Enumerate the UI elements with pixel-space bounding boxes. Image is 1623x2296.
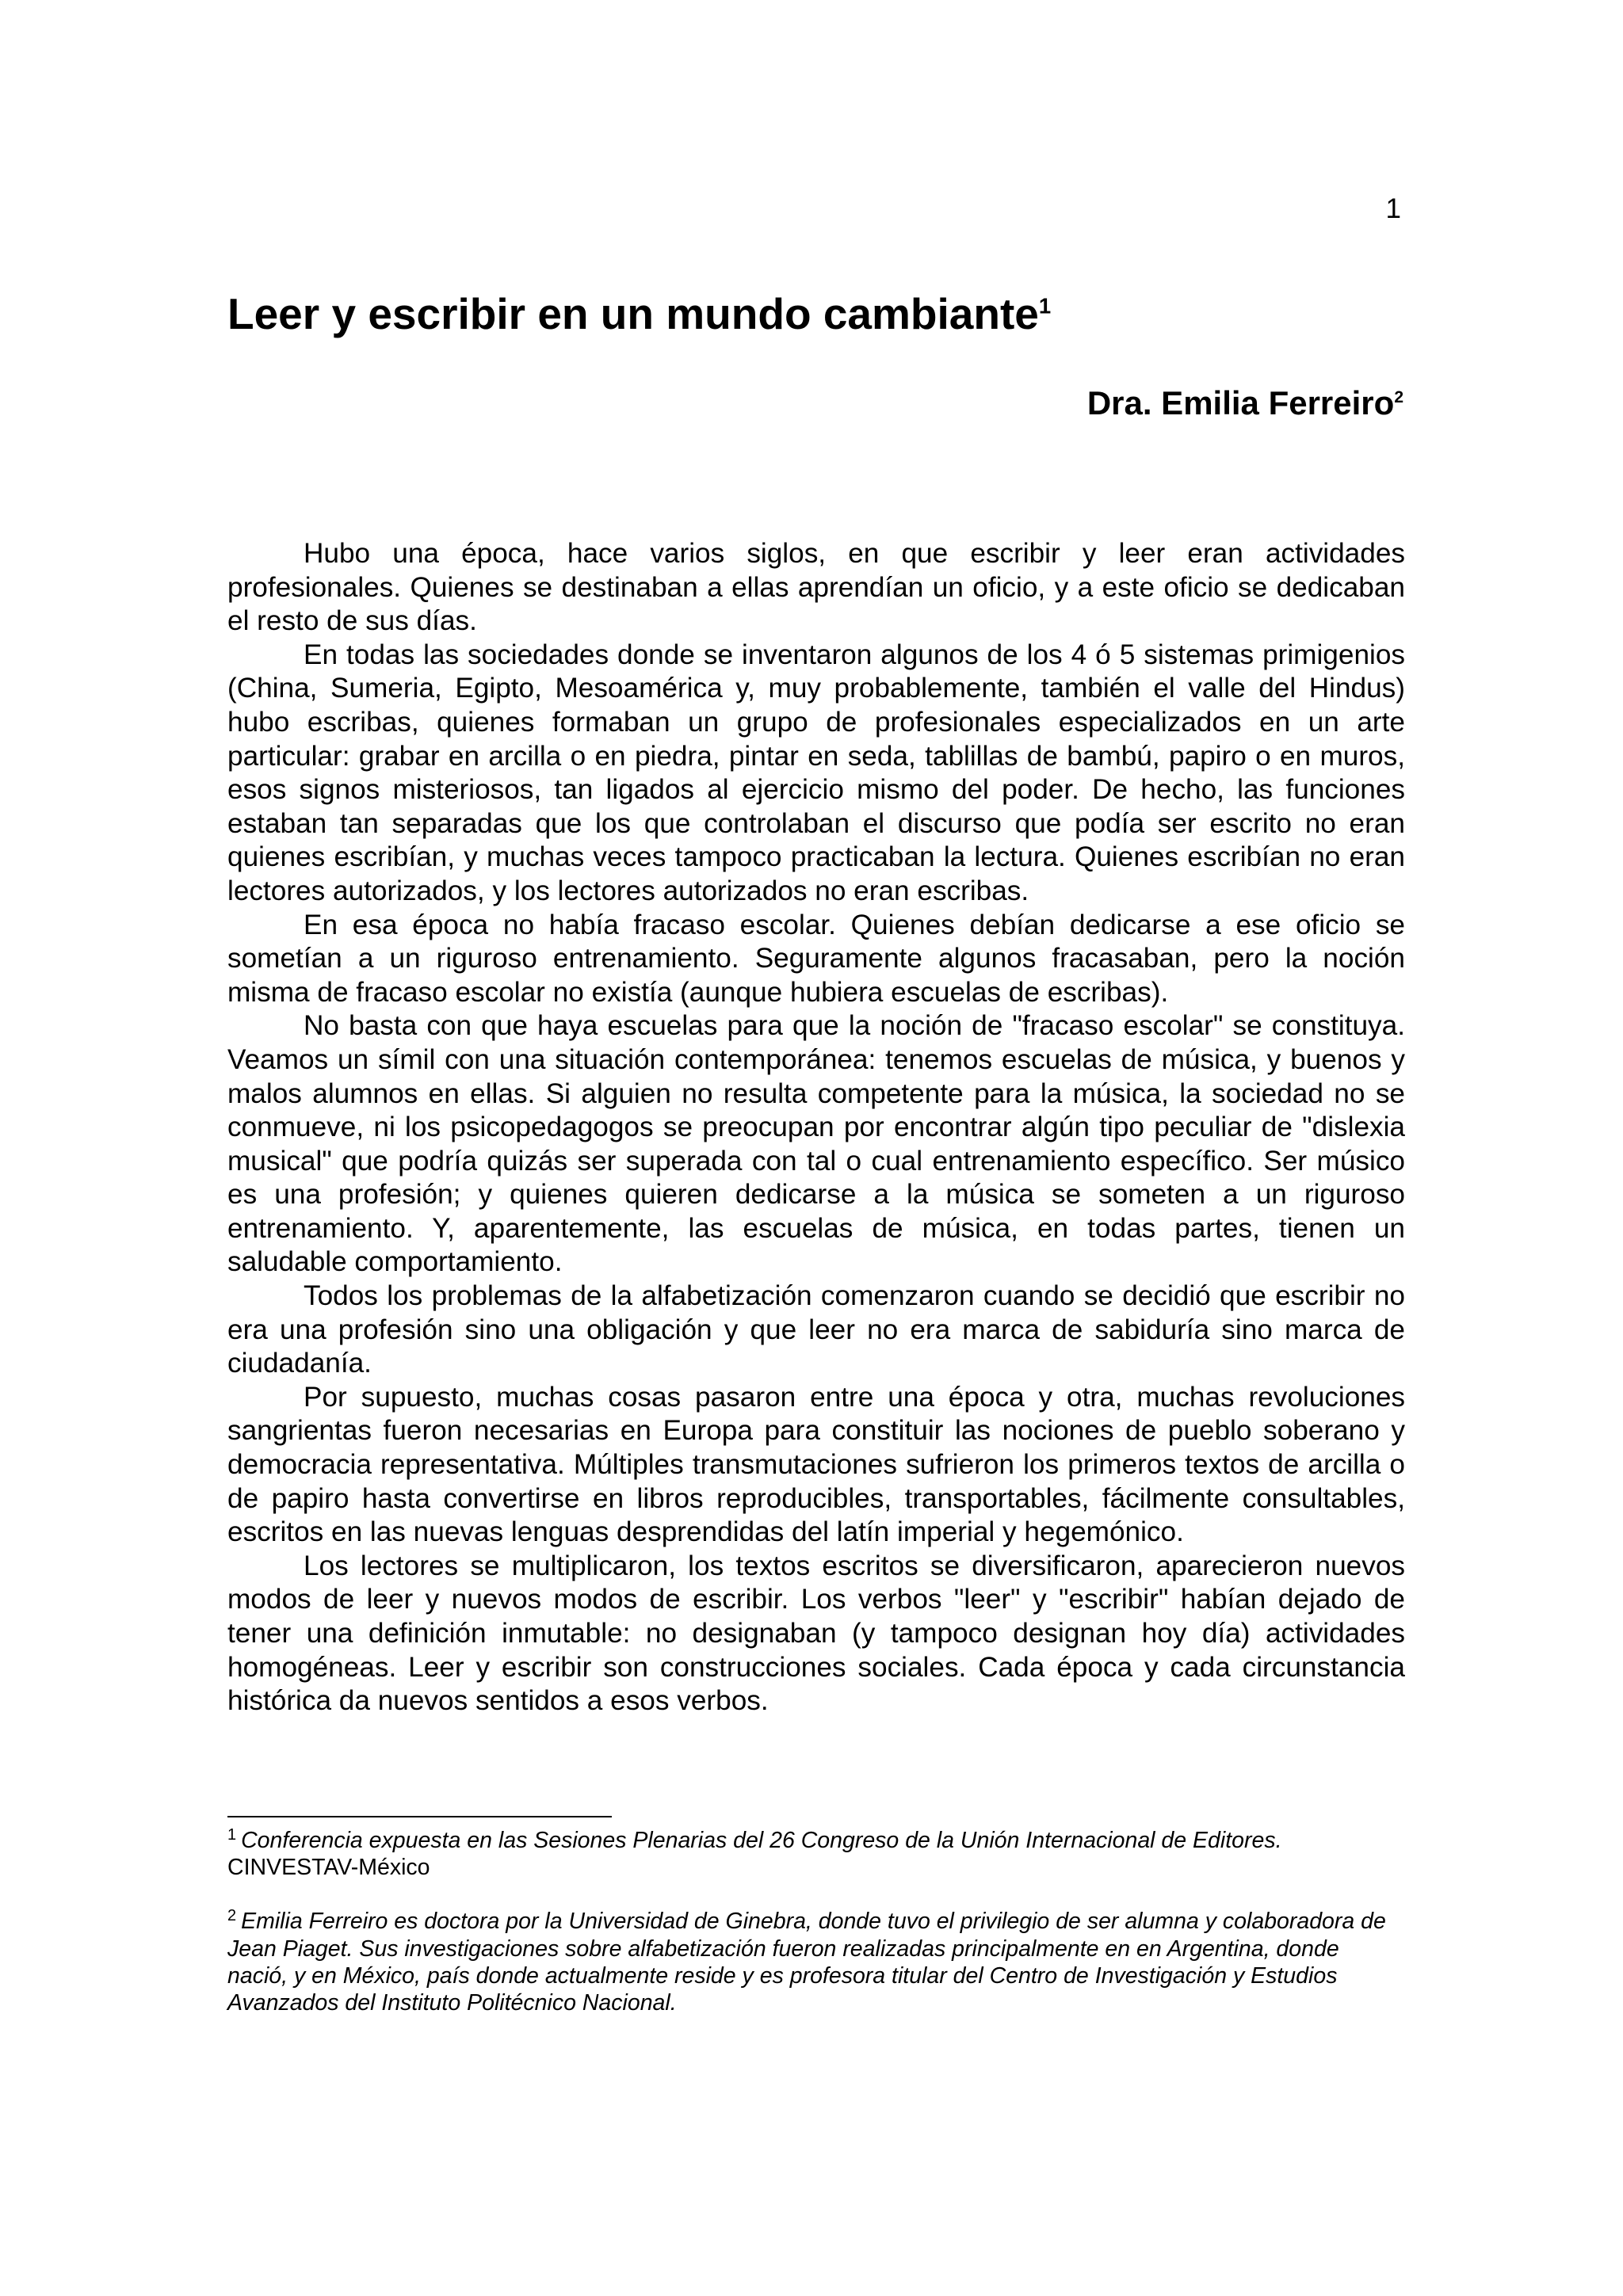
title-footnote-ref: 1 [1038, 293, 1052, 318]
title-text: Leer y escribir en un mundo cambiante [227, 289, 1039, 338]
footnote-2 [227, 1908, 1405, 2016]
footnotes [227, 1827, 1405, 2043]
footnote-italic-text: Emilia Ferreiro es doctora por la Universidad de Ginebra, donde tuvo el privilegio de ser alumna y colaboradora de Jean Piaget. Sus investigaciones sobre alfabetización fueron realizadas principalmente en en Argentina, donde nació, y en México, país donde actualmente reside y es profesora titular del Centro de Investigación y Estudios Avanzados del Instituto Politécnico Nacional. [227, 1909, 1386, 2016]
author-name [1087, 385, 1403, 421]
footnote-plain-text: CINVESTAV-México [227, 1855, 430, 1881]
paragraph: En todas las sociedades donde se inventaron algunos de los 4 ó 5 sistemas primigenios (China, Sumeria, Egipto, Mesoamérica y, muy probablemente, también el valle del Hindus) hubo escribas, quienes formaban un grupo de profesionales especializados en un arte particular: grabar en arcilla o en piedra, pintar en seda, tablillas de bambú, papiro o en muros, esos signos misteriosos, tan ligados al ejercicio mismo del poder. De hecho, las funciones estaban tan separadas que los que controlaban el discurso que podía ser escrito no eran quienes escribían, y muchas veces tampoco practicaban la lectura. Quienes escribían no eran lectores autorizados, y los lectores autorizados no eran escribas. [227, 639, 1405, 906]
author-text: Dra. Emilia Ferreiro [1086, 384, 1395, 421]
footnote-italic-text: Conferencia expuesta en las Sesiones Plenarias del 26 Congreso de la Unión Internacional de Editores. [241, 1828, 1282, 1853]
paragraph: Todos los problemas de la alfabetización comenzaron cuando se decidió que escribir no era una profesión sino una obligación y que leer no era marca de sabiduría sino marca de ciudadanía. [227, 1280, 1405, 1379]
footnote-1 [227, 1827, 1405, 1881]
footnote-separator [227, 1816, 612, 1817]
body-text [227, 537, 1405, 1718]
footnote-number: 2 [227, 1906, 237, 1924]
paragraph: No basta con que haya escuelas para que la noción de "fracaso escolar" se constituya. Veamos un símil con una situación contemporánea: tenemos escuelas de música, y buenos y malos alumnos en ellas. Si alguien no resulta competente para la música, la sociedad no se conmueve, ni los psicopedagogos se preocupan por encontrar algún tipo peculiar de "dislexia musical" que podría quizás ser superada con tal o cual entrenamiento específico. Ser músico es una profesión; y quienes quieren dedicarse a la música se someten a un riguroso entrenamiento. Y, aparentemente, las escuelas de música, en todas partes, tienen un saludable comportamiento. [227, 1010, 1405, 1278]
paragraph: Los lectores se multiplicaron, los textos escritos se diversificaron, aparecieron nuevos modos de leer y nuevos modos de escribir. Los verbos "leer" y "escribir" habían dejado de tener una definición inmutable: no designaban (y tampoco designan hoy día) actividades homogéneas. Leer y escribir son construcciones sociales. Cada época y cada circunstancia histórica da nuevos sentidos a esos verbos. [227, 1550, 1405, 1717]
paragraph: Hubo una época, hace varios siglos, en que escribir y leer eran actividades profesionales. Quienes se destinaban a ellas aprendían un oficio, y a este oficio se dedicaban el resto de sus días. [227, 538, 1405, 637]
paragraph: Por supuesto, muchas cosas pasaron entre una época y otra, muchas revoluciones sangrientas fueron necesarias en Europa para constituir las nociones de pueblo soberano y democracia representativa. Múltiples transmutaciones sufrieron los primeros textos de arcilla o de papiro hasta convertirse en libros reproducibles, transportables, fácilmente consultables, escritos en las nuevas lenguas desprendidas del latín imperial y hegemónico. [227, 1381, 1405, 1548]
author-footnote-ref: 2 [1394, 388, 1403, 406]
footnote-number: 1 [227, 1825, 237, 1844]
document-title [227, 290, 1051, 338]
paragraph: En esa época no había fracaso escolar. Quienes debían dedicarse a ese oficio se sometían a un riguroso entrenamiento. Seguramente algunos fracasaban, pero la noción misma de fracaso escolar no existía (aunque hubiera escuelas de escribas). [227, 909, 1405, 1008]
page-number: 1 [1385, 193, 1401, 224]
